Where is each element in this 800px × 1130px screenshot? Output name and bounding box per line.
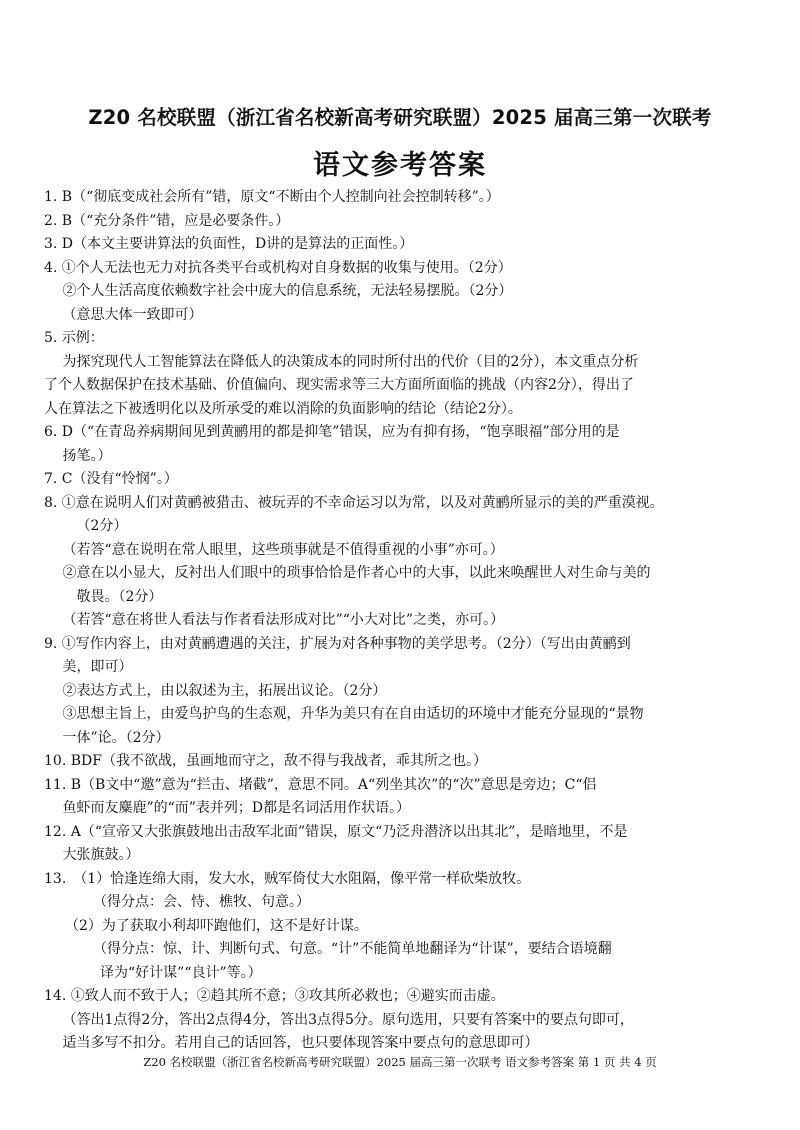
answer-line: 3. D（本文主要讲算法的负面性，D讲的是算法的正面性。） [44,236,414,252]
answer-line: 7. C（没有“怜悯”。） [44,471,178,487]
answer-line: 大张旗鼓。） [44,847,140,863]
answer-line: 扬笔。） [44,447,112,464]
answer-line: 美，即可） [44,659,133,675]
answer-line: （得分点：会、恃、樵牧、句意。） [44,894,310,910]
answer-line: 为探究现代人工智能算法在降低人的决策成本的同时所付出的代价（目的2分），本文重点分析 [44,353,639,370]
answer-line: ②表达方式上，由以叙述为主，拓展出议论。（2分） [44,682,387,699]
answer-line: 11. B（B文中“邀”意为“拦击、堵截”，意思不同。A“列坐其次”的“次”意思是旁边；C“侣 [44,776,597,793]
answer-content [44,186,774,1056]
answer-line: 2. B（“充分条件”错，应是必要条件。） [44,212,290,229]
answer-line: 适当多写不扣分。若用自己的话回答，也只要体现答案中要点句的意思即可） [44,1035,539,1051]
answer-line: 5. 示例： [44,330,104,346]
answer-line: （得分点：惊、计、判断句式、句意。“计”不能简单地翻译为“计谋”，要结合语境翻 [44,941,612,957]
answer-line: （若答“意在说明在常人眼里，这些琐事就是不值得重视的小事”亦可。） [44,541,504,558]
answer-line: （2）为了获取小利却吓跑他们，这不是好计谋。 [44,917,368,934]
exam-header-title: Z20 名校联盟（浙江省名校新高考研究联盟）2025 届高三第一次联考 [88,106,712,129]
answer-line: 13. （1）恰逢连绵大雨，发大水，贼军倚仗大水阻隔，像平常一样砍柴放牧。 [44,870,531,887]
answer-line: （答出1点得2分，答出2点得4分，答出3点得5分。原句选用，只要有答案中的要点句即可， [44,1011,634,1028]
answer-line: 鱼虾而友麋鹿”的“而”表并列；D都是名词活用作状语。） [44,800,411,816]
answer-line: 4. ①个人无法也无力对抗各类平台或机构对自身数据的收集与使用。（2分） [44,259,512,276]
answer-line: 10. BDF（我不欲战，虽画地而守之，敌不得与我战者，乖其所之也。） [44,753,487,769]
answer-line: 敬畏。（2分） [44,588,163,605]
answer-line: 12. A（“宣帝又大张旗鼓地出击敌军北面”错误，原文“乃泛舟潜济以出其北”，是暗地里，不是 [44,823,628,840]
answer-line: （若答“意在将世人看法与作者看法形成对比”“小大对比”之类，亦可。） [44,612,505,628]
answer-line: 1. B（“彻底变成社会所有”错，原文“不断由个人控制向社会控制转移”。） [44,189,500,205]
answer-line: 8. ①意在说明人们对黄鹂被猎击、被玩弄的不幸命运习以为常，以及对黄鹂所显示的美的严重漠视。 [44,494,664,511]
answer-line: （意思大体一致即可） [44,306,203,323]
answer-line: （2分） [44,518,128,534]
answer-line: ③思想主旨上，由爱鸟护鸟的生态观，升华为美只有在自由适切的环境中才能充分显现的“景物 [44,706,644,722]
answer-line: 一体”论。（2分） [44,729,170,746]
answer-line: 6. D（“在青岛养病期间见到黄鹂用的都是抑笔”错误，应为有抑有扬，“饱享眼福”部分用的是 [44,424,620,440]
answer-line: 9. ①写作内容上，由对黄鹂遭遇的关注，扩展为对各种事物的美学思考。（2分）（写出由黄鹂到 [44,635,631,652]
answer-line: 14. ①致人而不致于人；②趋其所不意；③攻其所必救也；④避实而击虚。 [44,988,505,1004]
page-footer: Z20 名校联盟（浙江省名校新高考研究联盟）2025 届高三第一次联考 语文参考答案 第 1 页 共 4 页 [143,1055,657,1069]
answer-line: 译为“好计谋”“良计”等。） [44,964,262,981]
document-title: 语文参考答案 [313,150,487,181]
answer-line: ②意在以小显大，反衬出人们眼中的琐事恰恰是作者心中的大事，以此来唤醒世人对生命与美的 [44,565,651,581]
answer-line: 人在算法之下被透明化以及所承受的难以消除的负面影响的结论（结论2分）。 [44,400,522,417]
answer-line: 了个人数据保护在技术基础、价值偏向、现实需求等三大方面所面临的挑战（内容2分），得出了 [44,377,634,393]
answer-line: ②个人生活高度依赖数字社会中庞大的信息系统，无法轻易摆脱。（2分） [44,283,513,299]
